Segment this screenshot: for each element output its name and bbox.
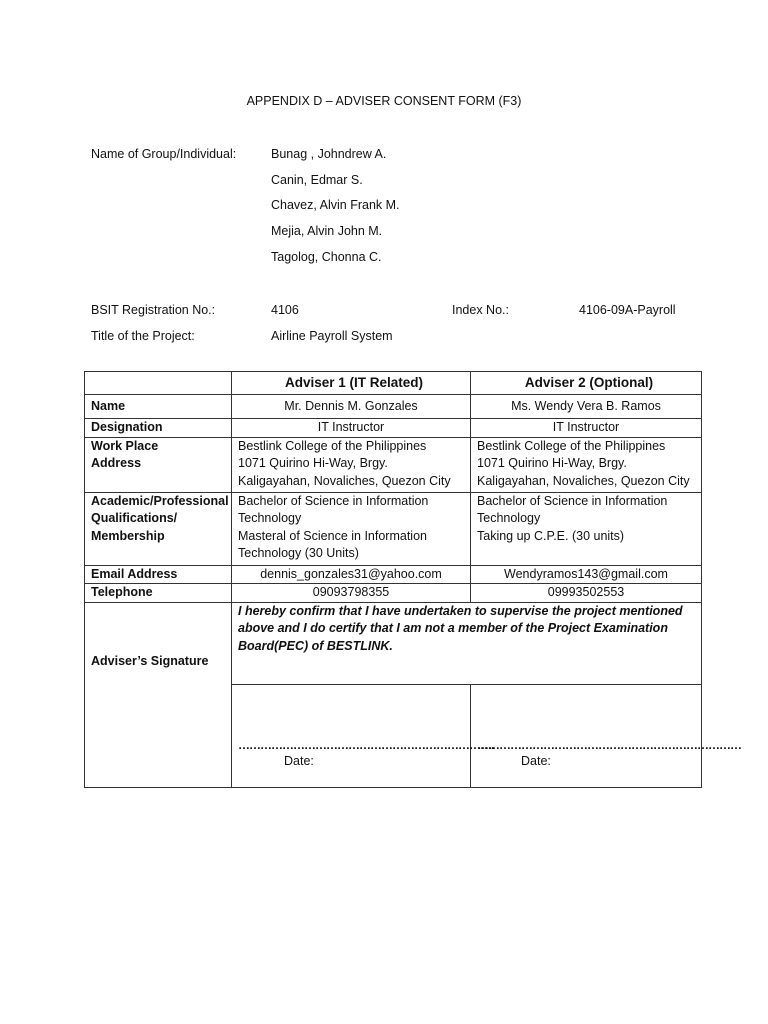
adviser2-signature-cell (471, 684, 741, 787)
adviser1-header: Adviser 1 (IT Related) (232, 372, 471, 395)
adviser1-email: dennis_gonzales31@yahoo.com (232, 565, 471, 584)
header-empty-cell (85, 372, 232, 395)
member-name: Canin, Edmar S. (271, 173, 363, 187)
address-line: 1071 Quirino Hi-Way, Brgy. (477, 456, 627, 470)
table-header-row (85, 372, 702, 395)
index-label: Index No.: (452, 303, 509, 317)
adviser1-designation: IT Instructor (232, 419, 471, 438)
adviser1-name: Mr. Dennis M. Gonzales (232, 395, 471, 419)
qualification-line: Bachelor of Science in Information (477, 493, 668, 508)
adviser-table (84, 371, 741, 788)
adviser2-workplace (471, 437, 702, 492)
row-label-email: Email Address (85, 565, 232, 584)
qualification-line: Technology (477, 511, 541, 525)
row-label-designation: Designation (85, 419, 232, 438)
member-name: Chavez, Alvin Frank M. (271, 198, 400, 212)
row-label-signature: Adviser’s Signature (85, 602, 232, 787)
table-row-statement (85, 602, 702, 684)
qualification-line: Bachelor of Science in Information (238, 493, 429, 508)
table-row-telephone (85, 584, 702, 603)
row-label-telephone: Telephone (85, 584, 232, 603)
adviser1-signature-cell (232, 684, 494, 787)
project-title: Airline Payroll System (271, 329, 393, 343)
registration-label: BSIT Registration No.: (91, 303, 216, 317)
table-row-email (85, 565, 702, 584)
table-row-workplace (85, 437, 702, 492)
label-line: Work Place (91, 438, 159, 453)
adviser2-telephone: 09993502553 (471, 584, 702, 603)
table-row-qualifications (85, 492, 702, 565)
signature-line: ……………………………………………………………… (477, 737, 741, 752)
row-label-name: Name (85, 395, 232, 419)
qualification-line: Technology (238, 511, 302, 525)
adviser1-qualifications (232, 492, 471, 565)
registration-value: 4106 (271, 303, 299, 317)
address-line: 1071 Quirino Hi-Way, Brgy. (238, 456, 388, 470)
index-value: 4106-09A-Payroll (579, 303, 676, 317)
certification-statement: I hereby confirm that I have undertaken to supervise the project mentioned above and I do certify that I am not a member of the Project Examination Board(PEC) of BESTLINK. (232, 602, 702, 684)
label-line: Qualifications/ (91, 511, 178, 525)
row-label-workplace (85, 437, 232, 492)
adviser2-header: Adviser 2 (Optional) (471, 372, 702, 395)
row-label-qualifications (85, 492, 232, 565)
address-line: Kaligayahan, Novaliches, Quezon City (238, 473, 451, 488)
adviser1-telephone: 09093798355 (232, 584, 471, 603)
member-name: Bunag , Johndrew A. (271, 147, 387, 161)
date-label: Date: (521, 753, 551, 768)
label-line: Academic/Professional (91, 493, 229, 508)
adviser1-workplace (232, 437, 471, 492)
label-line: Address (91, 456, 142, 470)
table-row-name (85, 395, 702, 419)
address-line: Bestlink College of the Philippines (238, 438, 427, 453)
qualification-line: Technology (30 Units) (238, 546, 359, 560)
member-name: Tagolog, Chonna C. (271, 250, 382, 264)
qualification-line: Taking up C.P.E. (30 units) (477, 528, 625, 543)
signature-line: ……………………………………………………………. (238, 737, 494, 752)
qualification-line: Masteral of Science in Information (238, 528, 427, 543)
address-line: Bestlink College of the Philippines (477, 438, 666, 453)
date-label: Date: (284, 753, 314, 768)
label-line: Membership (91, 528, 165, 543)
adviser2-qualifications (471, 492, 702, 565)
table-row-designation (85, 419, 702, 438)
page-title: APPENDIX D – ADVISER CONSENT FORM (F3) (246, 94, 522, 108)
adviser2-designation: IT Instructor (471, 419, 702, 438)
adviser2-name: Ms. Wendy Vera B. Ramos (471, 395, 702, 419)
project-label: Title of the Project: (91, 329, 195, 343)
adviser2-email: Wendyramos143@gmail.com (471, 565, 702, 584)
member-name: Mejia, Alvin John M. (271, 224, 383, 238)
address-line: Kaligayahan, Novaliches, Quezon City (477, 473, 690, 488)
group-label: Name of Group/Individual: (91, 147, 237, 161)
